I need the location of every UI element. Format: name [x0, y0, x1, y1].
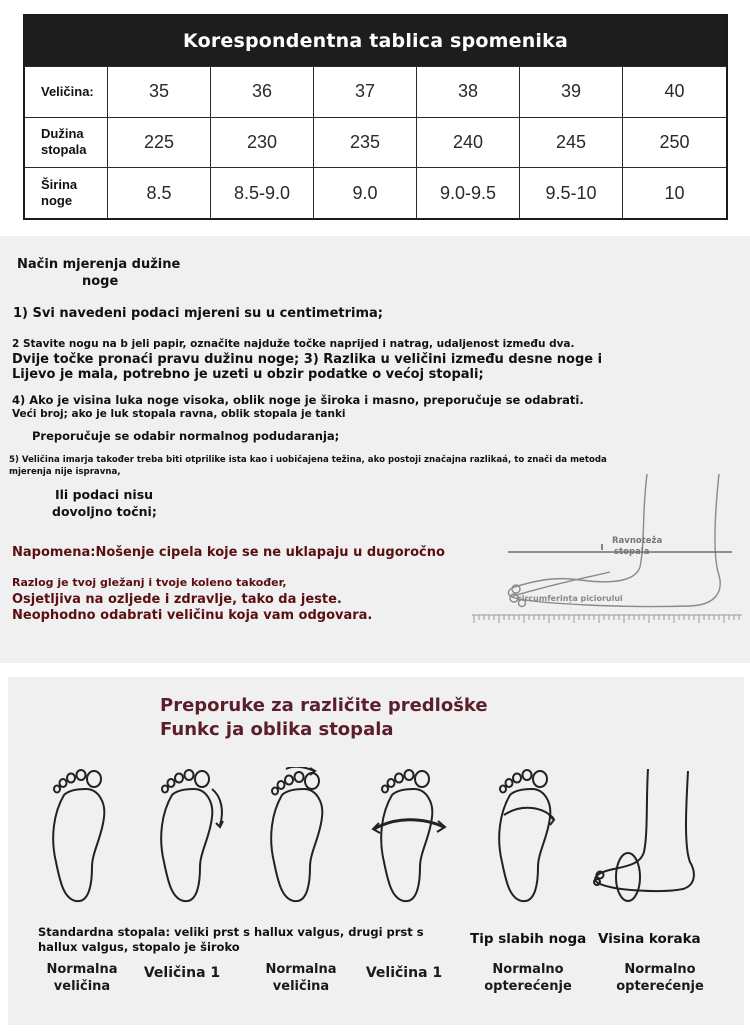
size-table-grid	[25, 66, 726, 218]
table-cell: 245	[520, 117, 623, 168]
measurement-heading: Način mjerenja dužine	[17, 257, 181, 272]
note-heading: Napomena:Nošenje cipela koje se ne uklapaju u dugoročno	[12, 545, 445, 560]
foot-toe-icon	[264, 767, 336, 907]
table-cell: 230	[211, 117, 314, 168]
step-5-line2: mjerenja nije ispravna,	[9, 467, 121, 477]
measurement-heading-line2: noge	[82, 274, 119, 289]
foot-label-5: Normalno opterećenje	[484, 962, 572, 994]
size-table-section	[0, 0, 750, 236]
table-cell: 39	[520, 66, 623, 117]
foot-label-3: Normalna veličina	[265, 962, 337, 994]
size-table-title: Korespondentna tablica spomenika	[25, 16, 726, 66]
step-5-line3: Ili podaci nisu	[55, 487, 154, 502]
foot-normal-icon	[46, 767, 114, 907]
row-header-foot-width: Širina noge	[25, 167, 108, 218]
standard-foot-description: Standardna stopala: veliki prst s hallux valgus, drugi prst s	[38, 925, 424, 939]
foot-hallux-icon	[154, 767, 230, 907]
step-2: 2 Stavite nogu na b jeli papir, označite najduže točke naprijed i natrag, udaljenost između dva.	[12, 338, 575, 350]
step-2-line2: Dvije točke pronaći pravu dužinu noge; 3) Razlika u veličini između desne noge i	[12, 352, 603, 367]
table-cell: 10	[623, 167, 726, 218]
step-4-line2: Veći broj; ako je luk stopala ravna, oblik stopala je tanki	[12, 408, 346, 420]
standard-foot-description-line2: hallux valgus, stopalo je široko	[38, 940, 240, 954]
step-4: 4) Ako je visina luka noge visoka, oblik noge je široka i masno, preporučuje se odabrati.	[12, 393, 584, 407]
table-cell: 38	[417, 66, 520, 117]
table-cell: 225	[108, 117, 211, 168]
balance-label: Ravnoteža	[612, 536, 663, 546]
weak-foot-type-label: Tip slabih noga	[470, 931, 587, 947]
note-line3: Osjetljiva na ozljede i zdravlje, tako da jeste.	[12, 592, 342, 607]
measurement-section	[0, 236, 750, 663]
step-5-line4: dovoljno točni;	[52, 504, 157, 519]
foot-function-subtitle: Funkc ja oblika stopala	[160, 719, 394, 740]
foot-weak-icon	[492, 767, 562, 907]
foot-function-section	[8, 677, 744, 1025]
table-cell: 250	[623, 117, 726, 168]
table-cell: 9.0	[314, 167, 417, 218]
step-3: Lijevo je mala, potrebno je uzeti u obzir podatke o većoj stopali;	[12, 367, 484, 382]
table-cell: 8.5	[108, 167, 211, 218]
table-cell: 235	[314, 117, 417, 168]
step-4-line3: Preporučuje se odabir normalnog podudaranja;	[32, 429, 340, 443]
row-header-foot-length: Dužina stopala	[25, 117, 108, 168]
step-1: 1) Svi navedeni podaci mjereni su u centimetrima;	[13, 306, 384, 321]
foot-label-1: Normalna veličina	[46, 962, 118, 994]
circumference-label: circumferința piciorului	[517, 594, 623, 603]
size-table	[23, 14, 728, 220]
balance-label-line2: stopala	[614, 547, 650, 557]
note-line4: Neophodno odabrati veličinu koja vam odgovara.	[12, 608, 373, 623]
step-height-label: Visina koraka	[598, 931, 701, 947]
table-cell: 240	[417, 117, 520, 168]
foot-step-height-icon	[588, 767, 698, 907]
foot-label-2: Veličina 1	[143, 965, 221, 981]
table-cell: 40	[623, 66, 726, 117]
table-cell: 37	[314, 66, 417, 117]
table-cell: 9.5-10	[520, 167, 623, 218]
foot-label-6: Normalno opterećenje	[616, 962, 704, 994]
table-cell: 9.0-9.5	[417, 167, 520, 218]
foot-label-4: Veličina 1	[365, 965, 443, 981]
foot-measurement-diagram	[470, 472, 745, 632]
foot-function-title: Preporuke za različite predloške	[160, 695, 488, 716]
row-header-size: Veličina:	[25, 66, 108, 117]
note-line2: Razlog je tvoj gležanj i tvoje koleno također,	[12, 576, 287, 589]
table-cell: 36	[211, 66, 314, 117]
table-cell: 8.5-9.0	[211, 167, 314, 218]
foot-wide-icon	[370, 767, 448, 907]
table-cell: 35	[108, 66, 211, 117]
step-5: 5) Veličina imarja također treba biti otprilike ista kao i uobičajena težina, ako postoji značajna razlikaá, to znači da metoda	[9, 455, 607, 465]
